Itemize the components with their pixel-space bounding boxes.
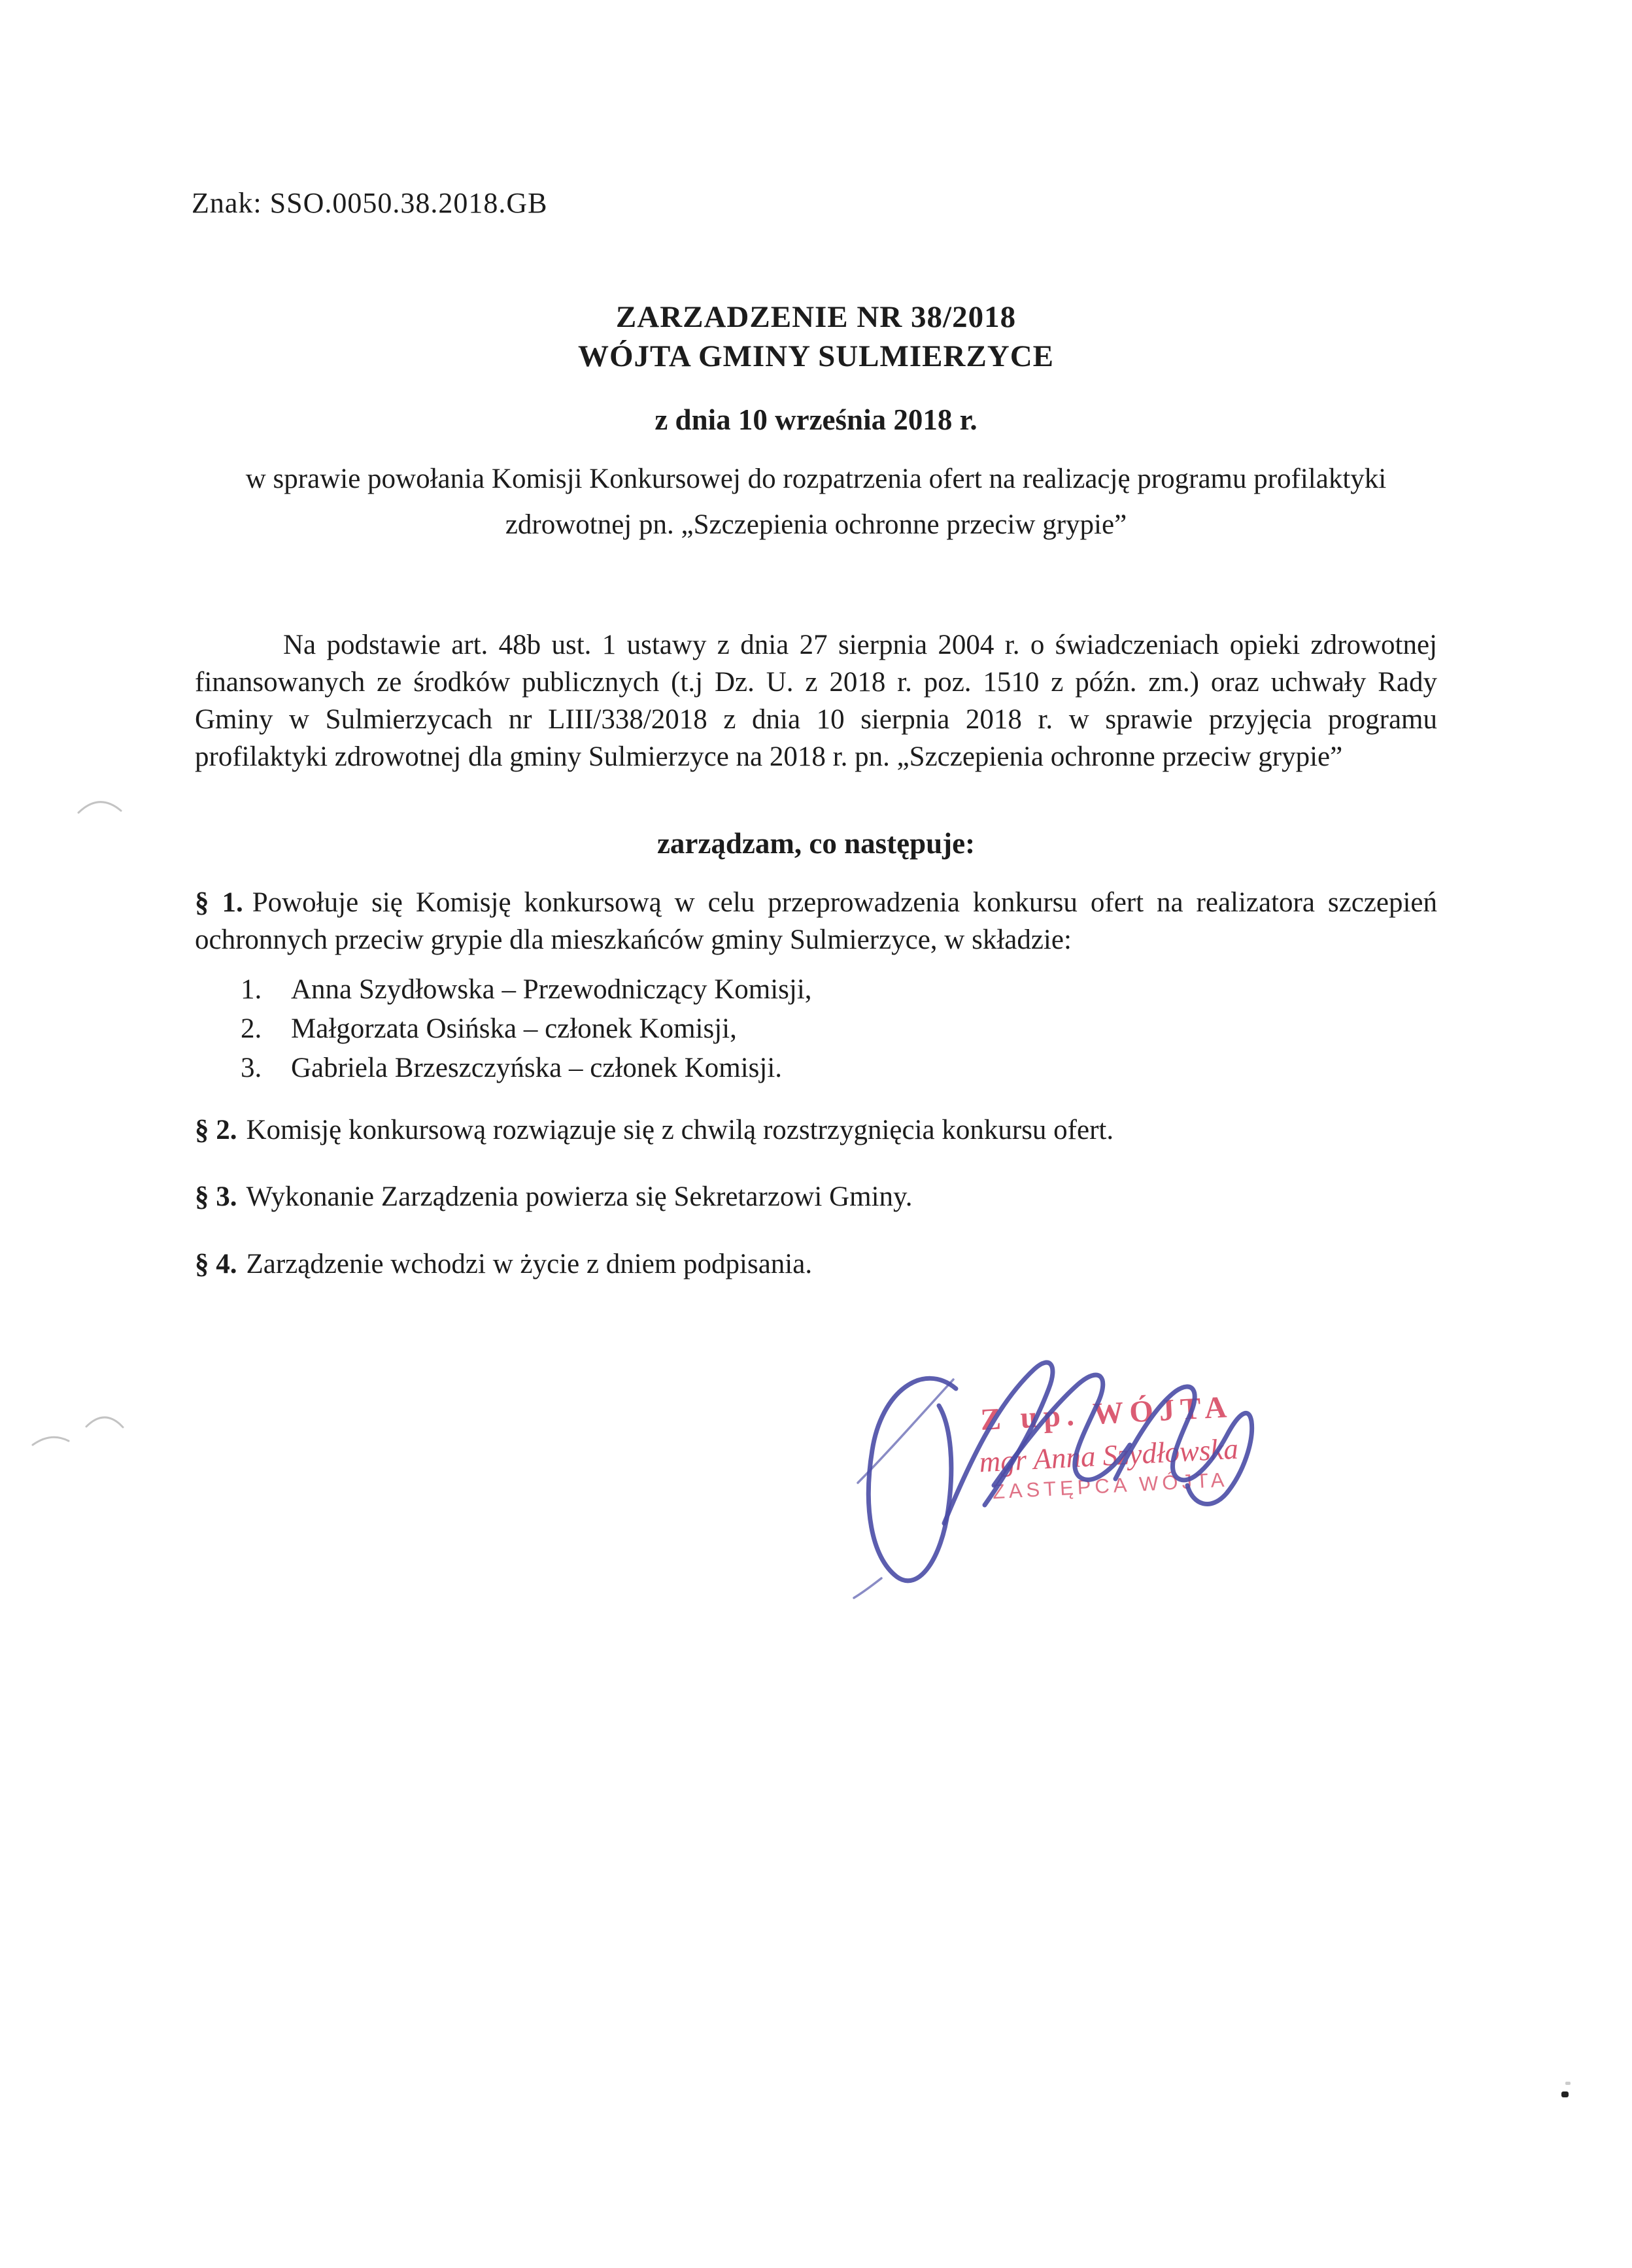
stamp-authorization-line: Z up. WÓJTA [979, 1390, 1234, 1438]
section-2 [195, 1111, 1437, 1149]
section-1-marker: § 1. [195, 887, 243, 918]
document-subject [178, 456, 1454, 548]
section-1 [195, 884, 1437, 958]
title-line-2: WÓJTA GMINY SULMIERZYCE [577, 339, 1055, 373]
scan-artifact-arc-1 [78, 802, 121, 813]
title-line-1: ZARZADZENIE NR 38/2018 [615, 300, 1017, 334]
stamp-title-line: ZASTĘPCA WÓJTA [992, 1468, 1229, 1504]
list-number: 2. [241, 1013, 262, 1044]
committee-member-list [241, 970, 1437, 1088]
signature-stroke-tail [854, 1578, 881, 1598]
committee-member-row [241, 1009, 1437, 1049]
scan-speck-faint [1565, 2082, 1571, 2085]
list-number: 1. [241, 974, 262, 1005]
subject-line-2: zdrowotnej pn. „Szczepienia ochronne przeciw grypie” [505, 509, 1127, 540]
deputy-mayor-stamp [923, 1387, 1293, 1508]
document-title [195, 297, 1437, 376]
section-3 [195, 1178, 1437, 1215]
committee-member-row [241, 970, 1437, 1009]
section-3-marker: § 3. [195, 1181, 237, 1212]
document-date: z dnia 10 września 2018 r. [654, 403, 978, 436]
section-4-marker: § 4. [195, 1249, 237, 1279]
reference-number: Znak: SSO.0050.38.2018.GB [192, 187, 548, 219]
legal-basis-paragraph: Na podstawie art. 48b ust. 1 ustawy z dnia 27 sierpnia 2004 r. o świadczeniach opieki zdrowotnej finansowanych ze środków publicznych (t.j Dz. U. z 2018 r. poz. 1510 z późn. zm.) oraz uchwały Rady Gminy w Sulmierzycach nr LIII/338/2018 z dnia 10 sierpnia 2018 r. w sprawie przyjęcia programu profilaktyki zdrowotnej dla gminy Sulmierzyce na 2018 r. pn. „Szczepienia ochronne przeciw grypie” [195, 630, 1437, 772]
scan-artifact-arc-3 [33, 1437, 69, 1445]
section-3-text: Wykonanie Zarządzenia powierza się Sekretarzowi Gminy. [246, 1181, 913, 1212]
stamp-name-line: mgr Anna Szydłowska [978, 1432, 1240, 1479]
scan-artifact-arc-2 [86, 1417, 123, 1427]
section-2-marker: § 2. [195, 1115, 237, 1145]
section-1-text: Powołuje się Komisję konkursową w celu przeprowadzenia konkursu ofert na realizatora szczepień ochronnych przeciw grypie dla mieszkańców gminy Sulmierzyce, w składzie: [195, 887, 1438, 955]
scan-speck [1561, 2091, 1569, 2097]
subject-line-1: w sprawie powołania Komisji Konkursowej do rozpatrzenia ofert na realizację programu profilaktyki [245, 464, 1387, 494]
committee-member-name: Małgorzata Osińska – członek Komisji, [291, 1013, 737, 1044]
committee-member-row [241, 1049, 1437, 1088]
committee-member-name: Anna Szydłowska – Przewodniczący Komisji, [291, 974, 812, 1005]
committee-member-name: Gabriela Brzeszczyńska – członek Komisji. [291, 1053, 783, 1083]
list-number: 3. [241, 1053, 262, 1083]
section-2-text: Komisję konkursową rozwiązuje się z chwilą rozstrzygnięcia konkursu ofert. [246, 1115, 1114, 1145]
section-4-text: Zarządzenie wchodzi w życie z dniem podpisania. [246, 1249, 813, 1279]
order-intro-line: zarządzam, co następuje: [656, 827, 976, 860]
section-4 [195, 1245, 1437, 1283]
